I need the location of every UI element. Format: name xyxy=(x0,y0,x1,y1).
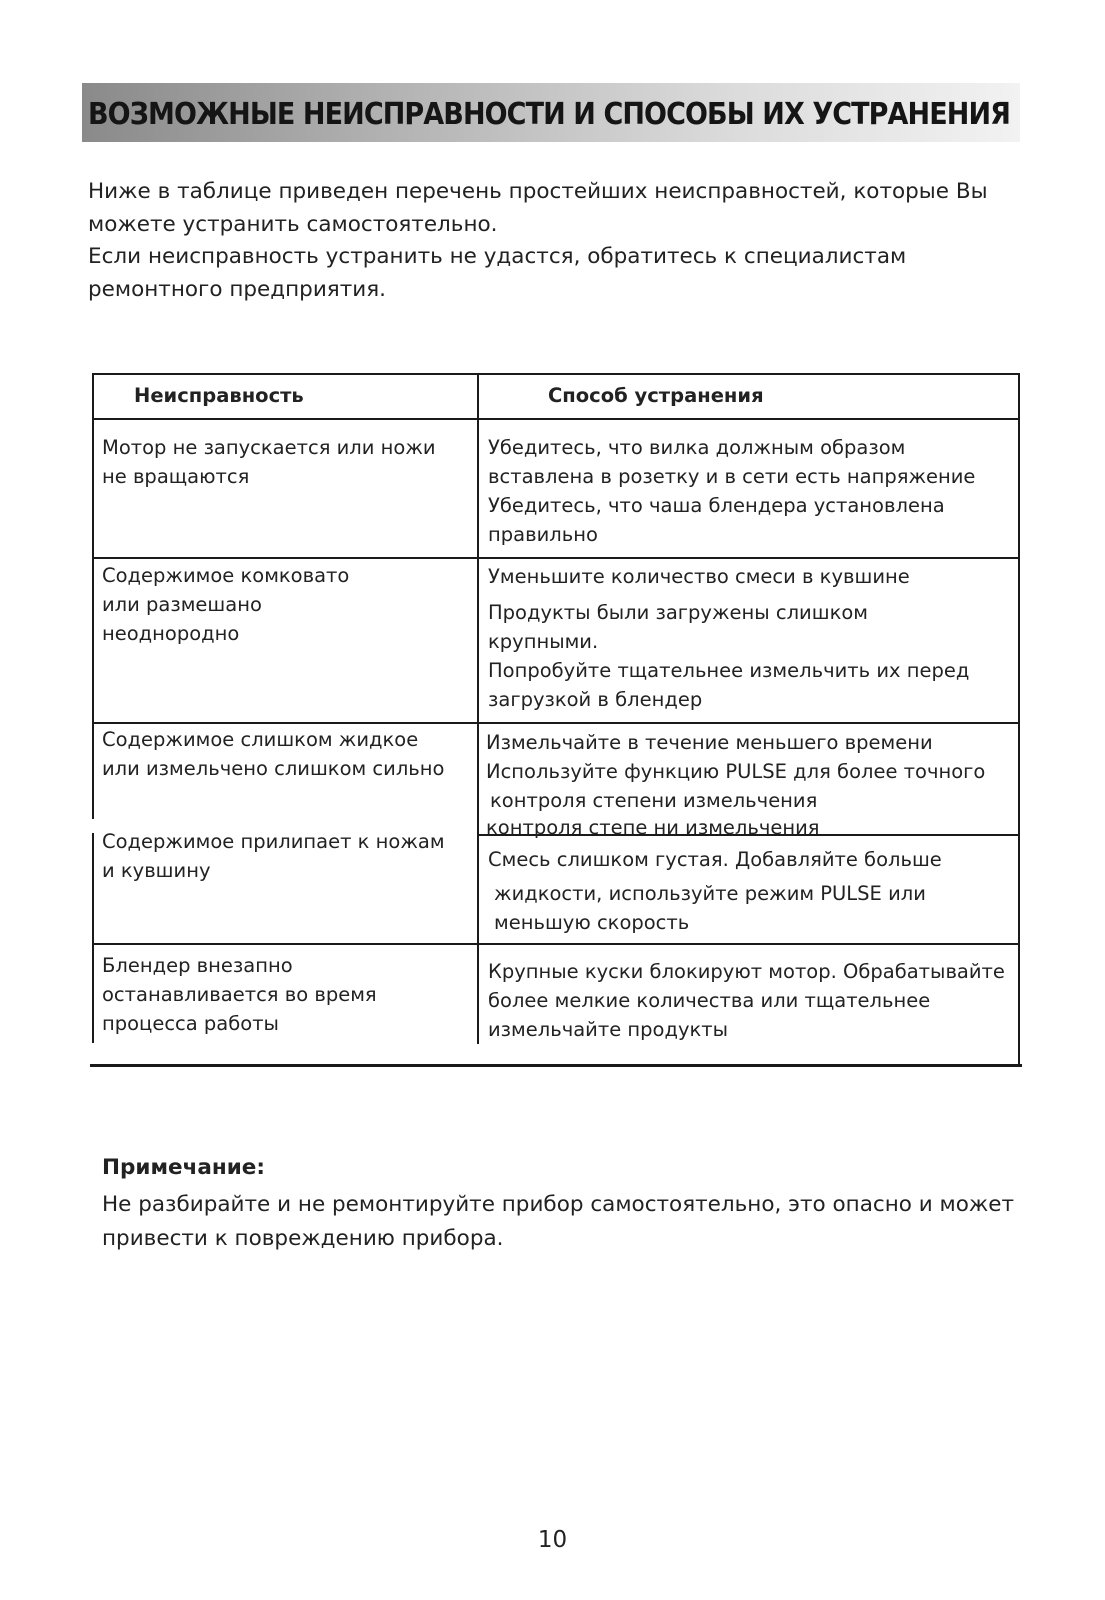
fix-line: жидкости, используйте режим PULSE или xyxy=(494,882,926,905)
fix-line: Убедитесь, что вилка должным образом xyxy=(488,436,906,459)
header-fault: Неисправность xyxy=(134,384,304,407)
fix-cell xyxy=(488,957,1005,1044)
fix-line: измельчайте продукты xyxy=(488,1018,729,1041)
fault-line: Содержимое комковато xyxy=(102,564,350,587)
fault-line: Блендер внезапно xyxy=(102,954,293,977)
table-border-top xyxy=(92,373,1020,375)
fix-line: Крупные куски блокируют мотор. Обрабатывайте xyxy=(488,960,1005,983)
intro-line: ремонтного предприятия. xyxy=(88,276,386,302)
fix-cell xyxy=(486,728,985,842)
fix-cell xyxy=(488,845,942,937)
fix-line: контроля степе ни измельчения xyxy=(486,816,820,839)
page-number: 10 xyxy=(537,1527,568,1553)
fault-line: процесса работы xyxy=(102,1012,279,1035)
row-divider xyxy=(92,722,1020,724)
intro-line: Если неисправность устранить не удастся, обратитесь к специалистам xyxy=(88,244,907,269)
fix-line: Уменьшите количество смеси в кувшине xyxy=(488,565,910,588)
fault-line: не вращаются xyxy=(102,465,250,488)
page-title: ВОЗМОЖНЫЕ НЕИСПРАВНОСТИ И СПОСОБЫ ИХ УСТРАНЕНИЯ xyxy=(88,97,1011,132)
table-border-left xyxy=(92,373,94,819)
header-fix: Способ устранения xyxy=(548,384,764,407)
intro-line: можете устранить самостоятельно. xyxy=(88,211,498,237)
fix-line: меньшую скорость xyxy=(494,911,690,934)
row-divider xyxy=(92,943,1020,945)
intro-line: Ниже в таблице приведен перечень простейших неисправностей, которые Вы xyxy=(88,179,988,204)
fix-line: Попробуйте тщательнее измельчить их перед xyxy=(488,659,970,682)
fix-line: Измельчайте в течение меньшего времени xyxy=(486,731,933,754)
fix-line: контроля степени измельчения xyxy=(490,789,818,812)
note-title: Примечание: xyxy=(102,1155,265,1180)
fix-line: крупными. xyxy=(488,630,599,653)
fix-cell xyxy=(488,433,975,549)
row-divider xyxy=(92,418,1020,420)
fix-line: Используйте функцию PULSE для более точного xyxy=(486,760,986,783)
fault-line: или измельчено слишком сильно xyxy=(102,757,445,780)
fault-line: неоднородно xyxy=(102,622,240,645)
fault-line: и кувшину xyxy=(102,859,211,882)
fault-cell xyxy=(102,433,436,491)
fix-line: правильно xyxy=(488,523,598,546)
fix-line: Смесь слишком густая. Добавляйте больше xyxy=(488,848,942,871)
fault-cell xyxy=(102,561,349,648)
fix-line: Продукты были загружены слишком xyxy=(488,601,868,624)
fault-line: Содержимое слишком жидкое xyxy=(102,728,419,751)
fix-cell xyxy=(488,562,969,714)
table-border-left xyxy=(92,833,94,1043)
fault-cell xyxy=(102,951,377,1038)
fault-line: останавливается во время xyxy=(102,983,377,1006)
fix-line: вставлена в розетку и в сети есть напряжение xyxy=(488,465,976,488)
troubleshooting-table xyxy=(92,373,1020,1066)
fix-line: более мелкие количества или тщательнее xyxy=(488,989,931,1012)
fix-line: загрузкой в блендер xyxy=(488,688,703,711)
note-text xyxy=(102,1188,1032,1256)
note-line: привести к повреждению прибора. xyxy=(102,1226,504,1251)
fault-line: или размешано xyxy=(102,593,262,616)
fault-cell xyxy=(102,827,445,885)
table-border-right xyxy=(1018,373,1020,1066)
table-border-bottom xyxy=(90,1064,1022,1067)
note-line: Не разбирайте и не ремонтируйте прибор самостоятельно, это опасно и может xyxy=(102,1192,1015,1217)
row-divider xyxy=(92,557,1020,559)
fault-cell xyxy=(102,725,444,783)
fault-line: Мотор не запускается или ножи xyxy=(102,436,436,459)
fix-line: Убедитесь, что чаша блендера установлена xyxy=(488,494,945,517)
fault-line: Содержимое прилипает к ножам xyxy=(102,830,445,853)
intro-paragraph xyxy=(88,176,1018,306)
